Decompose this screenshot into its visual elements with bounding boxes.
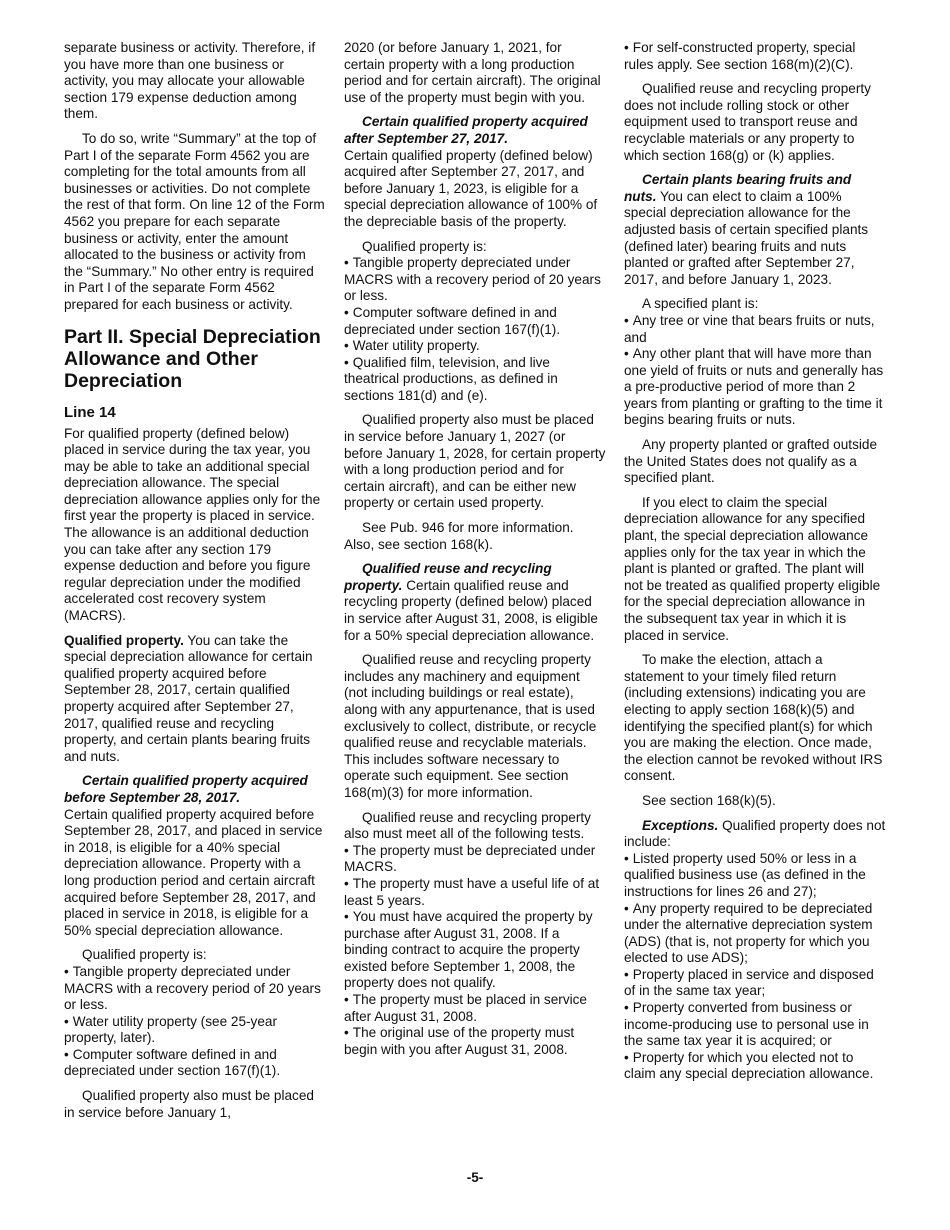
paragraph: Qualified property also must be placed in service before January 1, 2027 (or before January 1, 2028, for certain property with a long production period and for certain aircraft), and can be either new property or certain used property. [344,412,606,511]
paragraph: Qualified reuse and recycling property does not include rolling stock or other equipment used to transport reuse and recyclable materials or any property to which section 168(g) or (k) applies. [624,81,871,163]
paragraph: For qualified property (defined below) placed in service during the tax year, you may be able to take an additional special depreciation allowance. The special depreciation allowance applies only for the first year the property is placed in service. The allowance is an additional deduction you can take after any section 179 expense deduction and before you figure regular depreciation under the modified accelerated cost recovery system (MACRS). [64,425,321,624]
subheading [344,114,606,147]
paragraph: Certain qualified property (defined below) acquired after September 27, 2017, and before January 1, 2023, is eligible for a special depreciation allowance of 100% of the depreciable basis of the property. [344,147,598,229]
list-item: • You must have acquired the property by purchase after August 31, 2008. If a binding contract to acquire the property existed before September 1, 2008, the property does not qualify. [344,909,606,992]
list-item: • Water utility property. [344,338,606,355]
column-right [624,40,886,1083]
subheading [64,773,326,806]
plants-paragraph [624,172,886,288]
list-item: • Computer software defined in and depreciated under section 167(f)(1). [344,305,606,338]
paragraph: Certain qualified property acquired before September 28, 2017, and placed in service in 2018, is eligible for a 40% special depreciation allowance. Property with a long production period and certain aircraft acquired before September 28, 2017, and placed in service in 2018, is eligible for a 50% special depreciation allowance. [64,806,323,938]
list-item: • Tangible property depreciated under MACRS with a recovery period of 20 years or less. [344,255,606,305]
paragraph-text: You can take the special depreciation allowance for certain qualified property acquired before September 28, 2017, certain qualified property acquired after September 27, 2017, qualified reuse and recycling property, and certain plants bearing fruits and nuts. [64,632,313,764]
list-item: • Any tree or vine that bears fruits or nuts, and [624,313,886,346]
list-item: • Qualified film, television, and live theatrical productions, as defined in sections 181(d) and (e). [344,355,606,405]
list-item: • Property placed in service and disposed of in the same tax year; [624,967,886,1000]
list-item: • For self-constructed property, special rules apply. See section 168(m)(2)(C). [624,40,886,73]
paragraph: See section 168(k)(5). [642,792,776,808]
subheading-text: Qualified reuse and recycling property. [344,561,552,593]
line-heading: Line 14 [64,403,116,421]
paragraph-text: You can elect to claim a 100% special depreciation allowance for the adjusted basis of certain specified plants (defined later) bearing fruits and nuts planted or grafted after September 27, 2017, and before January 1, 2023. [624,188,869,287]
paragraph: To do so, write “Summary” at the top of Part I of the separate Form 4562 you are completing for the total amounts from all businesses or activities. Do not complete the rest of that form. On line 12 of the Form 4562 you prepare for each separate business or activity, enter the amount allocated to the business or activity from the “Summary.” No other entry is required in Part I of the separate Form 4562 prepared for each business or activity. [64,130,325,312]
list-item: • Any other plant that will have more than one yield of fruits or nuts and generally has a pre-productive period of more than 2 years from planting or grafting to the time it begins bearing fruits or nuts. [624,346,886,429]
paragraph: If you elect to claim the special depreciation allowance for any specified plant, the special depreciation allowance applies only for the tax year in which the plant is planted or grafted. The plant will not be treated as qualified property eligible for the special depreciation allowance in the subsequent tax year in which it is placed in service. [624,494,881,643]
paragraph: See Pub. 946 for more information. Also, see section 168(k). [344,520,574,552]
paragraph: Qualified reuse and recycling property also must meet all of the following tests. [344,809,591,842]
list-item: • Computer software defined in and depreciated under section 167(f)(1). [64,1047,326,1080]
list-item: • The original use of the property must begin with you after August 31, 2008. [344,1025,606,1058]
paragraph: Qualified property is: [82,947,207,963]
list-item: • The property must have a useful life of at least 5 years. [344,876,606,909]
list-item: • Property for which you elected not to claim any special depreciation allowance. [624,1050,886,1083]
subheading-text: Certain qualified property acquired after September 27, 2017. [344,114,588,146]
exceptions-paragraph [624,818,886,851]
paragraph: Qualified property is: [362,238,487,254]
qualified-property-paragraph [64,633,326,766]
list-item: • Tangible property depreciated under MACRS with a recovery period of 20 years or less. [64,964,326,1014]
paragraph-text: Qualified property does not include: [624,817,886,850]
list-item: • Any property required to be depreciated under the alternative depreciation system (ADS) (that is, not property for which you elected to use ADS); [624,901,886,967]
reuse-paragraph [344,561,606,644]
paragraph: Qualified property also must be placed in service before January 1, [64,1088,314,1120]
column-left [64,40,326,1129]
list-item: • Listed property used 50% or less in a qualified business use (as defined in the instructions for lines 26 and 27); [624,851,886,901]
paragraph: separate business or activity. Therefore, if you have more than one business or activity, you may allocate your allowable section 179 expense deduction among them. [64,40,316,122]
list-item: • The property must be depreciated under MACRS. [344,843,606,876]
column-middle [344,40,606,1058]
paragraph: Any property planted or grafted outside the United States does not qualify as a specified plant. [624,437,878,486]
subheading-text: Exceptions. [642,817,719,833]
paragraph: A specified plant is: [642,296,759,312]
list-item: • Water utility property (see 25-year property, later). [64,1014,326,1047]
list-item: • The property must be placed in service after August 31, 2008. [344,992,606,1025]
paragraph: Qualified reuse and recycling property includes any machinery and equipment (not including buildings or real estate), along with any appurtenance, that is used exclusively to collect, distribute, or recycle qualified reuse and recyclable materials. This includes software necessary to operate such equipment. See section 168(m)(3) for more information. [344,652,597,800]
run-in-heading: Qualified property. [64,632,184,648]
paragraph-text: Certain qualified reuse and recycling property (defined below) placed in service after August 31, 2008, is eligible for a 50% special depreciation allowance. [344,577,598,643]
paragraph: 2020 (or before January 1, 2021, for certain property with a long production period and for certain aircraft). The original use of the property must begin with you. [344,40,601,105]
subheading-text: Certain qualified property acquired before September 28, 2017. [64,773,308,805]
list-item: • Property converted from business or income-producing use to personal use in the same tax year it is acquired; or [624,1000,886,1050]
page-number: -5- [466,1170,484,1185]
paragraph: To make the election, attach a statement to your timely filed return (including extensions) indicating you are electing to apply section 168(k)(5) and identifying the specified plant(s) for which you are making the election. Once made, the election cannot be revoked without IRS consent. [624,652,883,784]
subheading-text: Certain plants bearing fruits and nuts. [624,172,852,204]
part-heading: Part II. Special Depreciation Allowance and Other Depreciation [64,325,321,392]
